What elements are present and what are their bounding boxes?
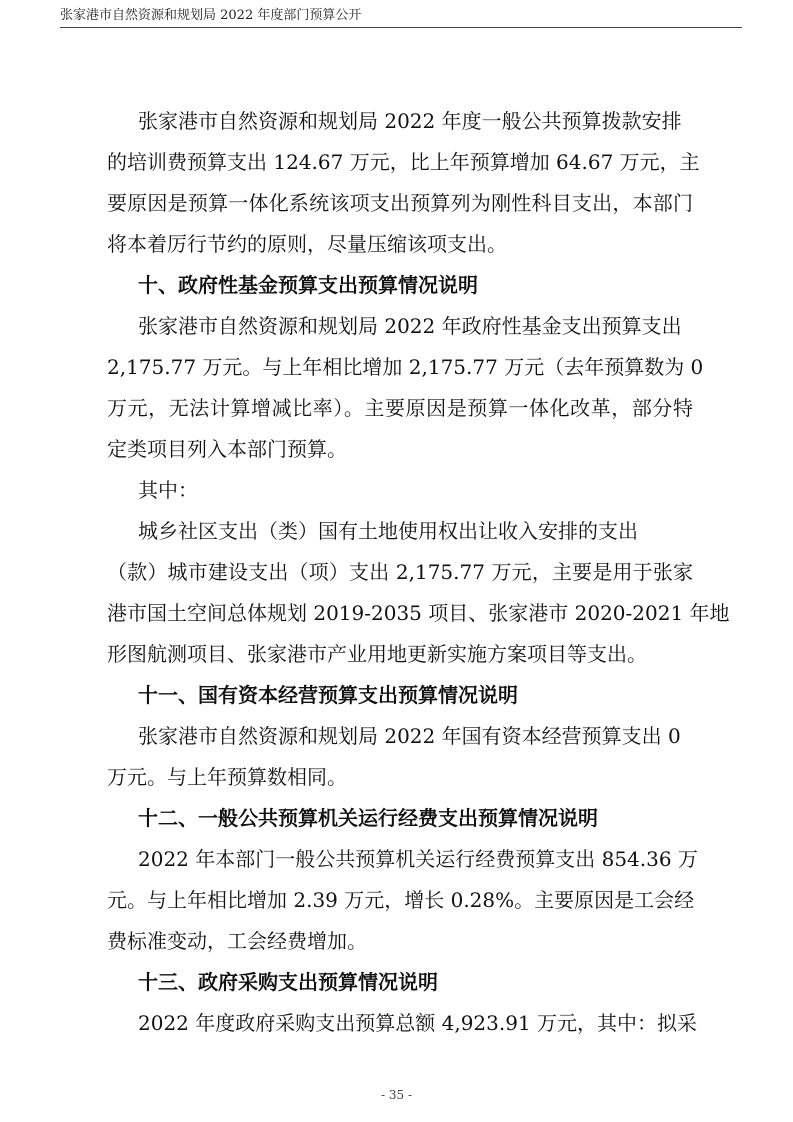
paragraph-line: 定类项目列入本部门预算。: [107, 437, 347, 461]
paragraph-line: 万元，无法计算增减比率）。主要原因是预算一体化改革，部分特: [107, 396, 693, 420]
paragraph-line: 万元。与上年预算数相同。: [107, 765, 347, 789]
paragraph-line: 港市国土空间总体规划 2019-2035 项目、张家港市 2020-2021 年地: [107, 601, 730, 625]
section-heading: 十一、国有资本经营预算支出预算情况说明: [138, 683, 518, 707]
header-divider: [60, 27, 742, 28]
page-number: - 35 -: [380, 1088, 412, 1102]
paragraph-line: 2,175.77 万元。与上年相比增加 2,175.77 万元（去年预算数为 0: [107, 355, 704, 379]
paragraph-line: 将本着厉行节约的原则，尽量压缩该项支出。: [107, 232, 507, 256]
paragraph-line: 张家港市自然资源和规划局 2022 年国有资本经营预算支出 0: [138, 724, 681, 748]
paragraph-line: 费标准变动，工会经费增加。: [107, 929, 367, 953]
paragraph-line: 张家港市自然资源和规划局 2022 年政府性基金支出预算支出: [138, 314, 682, 338]
paragraph-line: 的培训费预算支出 124.67 万元，比上年预算增加 64.67 万元，主: [107, 150, 700, 174]
paragraph-line: 元。与上年相比增加 2.39 万元，增长 0.28%。主要原因是工会经: [107, 888, 695, 912]
paragraph-line: 2022 年本部门一般公共预算机关运行经费预算支出 854.36 万: [138, 847, 698, 871]
paragraph-line: 城乡社区支出（类）国有土地使用权出让收入安排的支出: [138, 519, 638, 543]
paragraph-line: 其中：: [138, 478, 198, 502]
running-header: 张家港市自然资源和规划局 2022 年度部门预算公开: [60, 8, 362, 23]
section-heading: 十二、一般公共预算机关运行经费支出预算情况说明: [138, 806, 598, 830]
paragraph-line: 2022 年度政府采购支出预算总额 4,923.91 万元，其中：拟采: [138, 1011, 698, 1035]
paragraph-line: 张家港市自然资源和规划局 2022 年度一般公共预算拨款安排: [138, 109, 682, 133]
paragraph-line: 形图航测项目、张家港市产业用地更新实施方案项目等支出。: [107, 642, 647, 666]
paragraph-line: （款）城市建设支出（项）支出 2,175.77 万元，主要是用于张家: [107, 560, 693, 584]
paragraph-line: 要原因是预算一体化系统该项支出预算列为刚性科目支出，本部门: [107, 191, 693, 215]
section-heading: 十、政府性基金预算支出预算情况说明: [138, 273, 478, 297]
section-heading: 十三、政府采购支出预算情况说明: [138, 970, 438, 994]
